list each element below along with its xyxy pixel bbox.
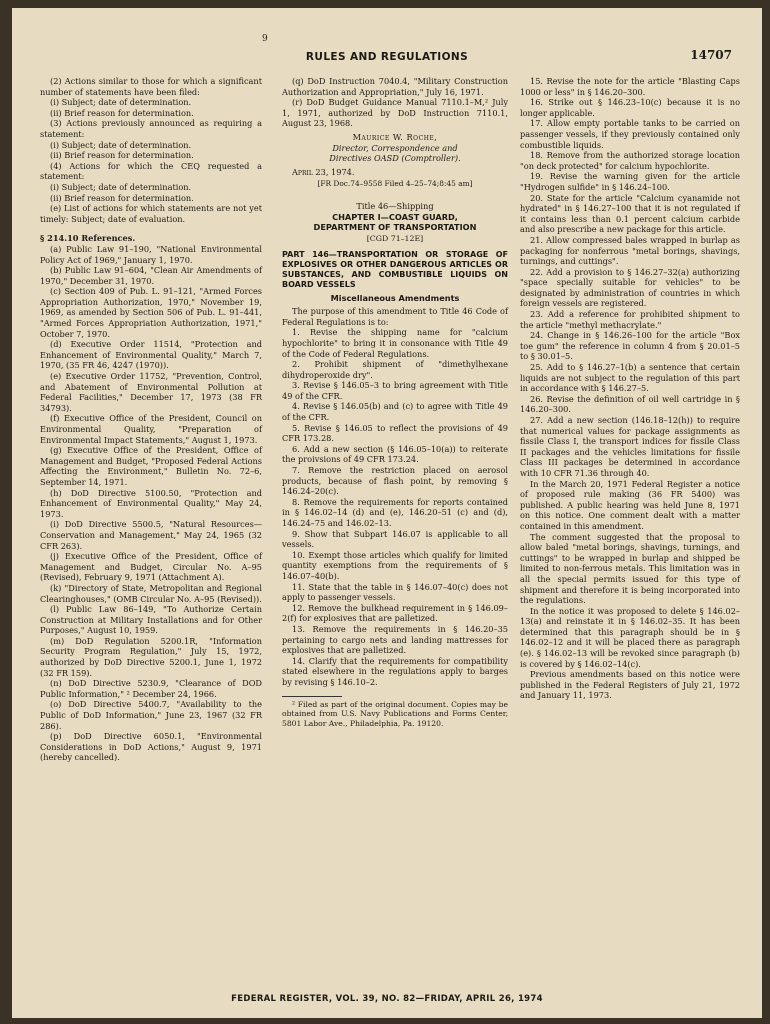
paragraph: (4) Actions for which the CEQ requested a statement: <box>40 160 262 182</box>
sub-heading: Miscellaneous Amendments <box>330 293 460 304</box>
reference-item: (n) DoD Directive 5230.9, "Clearance of DOD Public Information," ² December 24, 1966. <box>40 678 262 699</box>
signer-title: Director, Correspondence and <box>332 142 458 153</box>
paragraph: (i) Subject; date of determination. <box>50 181 192 192</box>
footnote: ² Filed as part of the original document. Copies may be obtained from U.S. Navy Publications and Forms Center, 5801 Labor Ave., Philadelphia, Pa. 19120. <box>282 699 508 728</box>
reference-item: (l) Public Law 86–149, "To Authorize Certain Construction at Military Installations and for Other Purposes," August 10, 1959. <box>40 604 262 636</box>
page-footer: FEDERAL REGISTER, VOL. 39, NO. 82—FRIDAY, APRIL 26, 1974 <box>231 994 543 1004</box>
list-item: 25. Add to § 146.27–1(b) a sentence that certain liquids are not subject to the regulation of this part in accordance with § 146.27–5. <box>520 362 740 394</box>
list-item: 23. Add a reference for prohibited shipment to the article "methyl methacrylate." <box>520 309 740 330</box>
signer-name: Maurice W. Roche, <box>352 131 438 142</box>
signature-date: April 23, 1974. <box>292 166 355 177</box>
list-item: 20. State for the article "Calcium cyanamide not hydrated" in § 146.27–100 that it is not regulated if it contains less than 0.1 percent calcium carbide and also prescribe a new package for this article. <box>520 192 740 235</box>
list-item: 24. Change in § 146.26–100 for the article "Box toe gum" the reference in column 4 from § 20.01–5 to § 30.01–5. <box>520 330 740 362</box>
column-1 <box>40 76 262 763</box>
reference-item: (m) DoD Regulation 5200.1R, "Information Security Program Regulation," July 15, 1972, authorized by DoD Directive 5200.1, June 1, 1972 (32 FR 159). <box>40 635 262 678</box>
reference-item: (b) Public Law 91–604, "Clean Air Amendments of 1970," December 31, 1970. <box>40 265 262 286</box>
paragraph: (i) Subject; date of determination. <box>50 139 192 150</box>
reference-item: (f) Executive Office of the President, Council on Environmental Quality, "Preparation of Environmental Impact Statements," August 1, 1973. <box>40 413 262 445</box>
reference-item: (h) DoD Directive 5100.50, "Protection and Enhancement of Environmental Quality," May 24, 1973. <box>40 487 262 519</box>
signer-title: Directives OASD (Comptroller). <box>329 153 461 164</box>
paragraph: The purpose of this amendment to Title 46 Code of Federal Regulations is to: <box>282 306 508 327</box>
reference-item: (e) Executive Order 11752, "Prevention, Control, and Abatement of Environmental Pollution at Federal Facilities," December 17, 1973 (38 FR 34793). <box>40 371 262 413</box>
reference-item: (d) Executive Order 11514, "Protection and Enhancement of Environmental Quality," March 7, 1970, (35 FR 46, 4247 (1970)). <box>40 339 262 371</box>
paragraph: Previous amendments based on this notice were published in the Federal Registers of July 21, 1972 and January 11, 1973. <box>520 669 740 701</box>
paragraph: (3) Actions previously announced as requiring a statement: <box>40 118 262 139</box>
list-item: 18. Remove from the authorized storage location "on deck protected" for calcium hypochlorite. <box>520 150 740 171</box>
list-item: 15. Revise the note for the article "Blasting Caps 1000 or less" in § 146.20–300. <box>520 76 740 97</box>
paragraph: The comment suggested that the proposal to allow baled "metal borings, shavings, turnings, and cuttings" to be wrapped in burlap and shipped be limited to non-ferrous metals. This limitation was in all the special permits issued for this type of shipment and therefore it is being incorporated into the regulations. <box>520 531 740 606</box>
paragraph: (ii) Brief reason for determination. <box>50 107 194 118</box>
paragraph: In the notice it was proposed to delete § 146.02–13(a) and reinstate it in § 146.02–35. It has been determined that this paragraph should be in § 146.02–12 and it will be placed there as paragraph (e). § 146.02–13 will be revoked since paragraph (b) is covered by § 146.02–14(c). <box>520 605 740 669</box>
list-item: 26. Revise the definition of oil well cartridge in § 146.20–300. <box>520 393 740 415</box>
running-title: RULES AND REGULATIONS <box>305 51 469 63</box>
page-number: 14707 <box>690 48 732 62</box>
reference-item: (a) Public Law 91–190, "National Environmental Policy Act of 1969," January 1, 1970. <box>40 243 262 265</box>
list-item: 27. Add a new section (146.18–12(h)) to require that numerical values for package assignments as fissile Class I, the transport indices for fissile Class II packages and the vehicles limitations for fissile Class III packages be determined in accordance with 10 CFR 71.36 through 40. <box>520 415 740 478</box>
column-2 <box>282 76 508 728</box>
document-page <box>12 8 762 1018</box>
list-item: 5. Revise § 146.05 to reflect the provisions of 49 CFR 173.28. <box>282 422 508 444</box>
paragraph: (i) Subject; date of determination. <box>50 97 192 108</box>
section-heading: § 214.10 References. <box>40 233 136 244</box>
list-item: 22. Add a provision to § 146.27–32(a) authorizing "space specially suitable for vehicles" to be designated by administration of countries in which foreign vessels are registered. <box>520 266 740 309</box>
list-item: 2. Prohibit shipment of "dimethylhexane dihydroperoxide dry". <box>282 359 508 380</box>
list-item: 11. State that the table in § 146.07–40(c) does not apply to passenger vessels. <box>282 581 508 603</box>
list-item: 21. Allow compressed bales wrapped in burlap as packaging for nonferrous "metal borings, shavings, turnings, and cuttings". <box>520 234 740 267</box>
list-item: 13. Remove the requirements in § 146.20–35 pertaining to cargo nets and landing mattresses for explosives that are palletized. <box>282 623 508 656</box>
list-item: 1. Revise the shipping name for "calcium hypochlorite" to bring it in consonance with Title 49 of the Code of Federal Regulations. <box>282 327 508 359</box>
list-item: 16. Strike out § 146.23–10(c) because it is no longer applicable. <box>520 97 740 118</box>
signature-block <box>282 132 508 164</box>
list-item: 6. Add a new section (§ 146.05–10(a)) to reiterate the proivsions of 49 CFR 173.24. <box>282 443 508 465</box>
part-heading: PART 146—TRANSPORTATION OR STORAGE OF EXPLOSIVES OR OTHER DANGEROUS ARTICLES OR SUBSTANCES, AND COMBUSTIBLE LIQUIDS ON BOARD VESSELS <box>282 250 508 290</box>
chapter-heading: DEPARTMENT OF TRANSPORTATION <box>313 221 477 232</box>
list-item: 3. Revise § 146.05–3 to bring agreement with Title 49 of the CFR. <box>282 380 508 401</box>
paragraph: (e) List of actions for which statements are not yet timely: Subject; date of evaluation. <box>40 203 262 224</box>
paragraph: In the March 20, 1971 Federal Register a notice of proposed rule making (36 FR 5400) was published. A public hearing was held June 8, 1971 on this notice. One comment dealt with a matter contained in this amendment. <box>520 478 740 531</box>
list-item: 8. Remove the requirements for reports contained in § 146.02–14 (d) and (e), 146.20–51 (c) and (d), 146.24–75 and 146.02–13. <box>282 496 508 528</box>
docket-number: [CGD 71–12E] <box>366 233 424 243</box>
paragraph: (2) Actions similar to those for which a significant number of statements have been filed: <box>40 76 262 97</box>
page-header <box>12 48 762 68</box>
list-item: 19. Revise the warning given for the article "Hydrogen sulfide" in § 146.24–100. <box>520 171 740 192</box>
reference-item: (i) DoD Directive 5500.5, "Natural Resources—Conservation and Management," May 24, 1965 (32 CFR 263). <box>40 519 262 551</box>
paragraph: (ii) Brief reason for determination. <box>50 192 194 203</box>
paragraph: (ii) Brief reason for determination. <box>50 150 194 161</box>
reference-item: (r) DoD Budget Guidance Manual 7110.1–M,² July 1, 1971, authorized by DoD Instruction 7110.1, August 23, 1968. <box>282 97 508 129</box>
reference-item: (j) Executive Office of the President, Office of Management and Budget, Circular No. A–95 (Revised), February 9, 1971 (Attachment A). <box>40 551 262 583</box>
reference-item: (g) Executive Office of the President, Office of Management and Budget, "Proposed Federal Actions Affecting the Environment," Bulletin No. 72–6, September 14, 1971. <box>40 445 262 487</box>
footnote-rule <box>282 696 342 697</box>
list-item: 12. Remove the bulkhead requirement in § 146.09–2(f) for explosives that are palletized. <box>282 602 508 624</box>
reference-item: (p) DoD Directive 6050.1, "Environmental Considerations in DoD Actions," August 9, 1971 (hereby cancelled). <box>40 731 262 763</box>
column-3 <box>520 76 740 701</box>
reference-item: (k) "Directory of State, Metropolitan and Regional Clearinghouses," (OMB Circular No. A–95 (Revised)). <box>40 582 262 604</box>
list-item: 14. Clarify that the requirements for compatibility stated elsewhere in the regulations apply to barges by revising § 146.10–2. <box>282 655 508 687</box>
top-mark: 9 <box>262 34 268 44</box>
list-item: 4. Revise § 146.05(b) and (c) to agree with Title 49 of the CFR. <box>282 401 508 423</box>
reference-item: (c) Section 409 of Pub. L. 91–121, "Armed Forces Appropriation Authorization, 1970," November 19, 1969, as amended by Section 506 of Pub. L. 91–441, "Armed Forces Appropriation Authorization, 1971," October 7, 1970. <box>40 286 262 339</box>
chapter-heading: CHAPTER I—COAST GUARD, <box>332 211 458 222</box>
reference-item: (o) DoD Directive 5400.7, "Availability to the Public of DoD Information," June 23, 1967 (32 FR 286). <box>40 699 262 731</box>
list-item: 17. Allow empty portable tanks to be carried on passenger vessels, if they previously contained only combustible liquids. <box>520 118 740 150</box>
title-line: Title 46—Shipping <box>356 200 434 211</box>
fr-doc-line: [FR Doc.74–9558 Filed 4–25–74;8:45 am] <box>317 179 473 189</box>
reference-item: (q) DoD Instruction 7040.4, "Military Construction Authorization and Appropriation," July 16, 1971. <box>282 76 508 97</box>
list-item: 10. Exempt those articles which qualify for limited quantity exemptions from the requirements of § 146.07–40(b). <box>282 549 508 581</box>
list-item: 9. Show that Subpart 146.07 is applicable to all vessels. <box>282 528 508 550</box>
list-item: 7. Remove the restriction placed on aerosol products, because of flash point, by removing § 146.24–20(c). <box>282 465 508 497</box>
